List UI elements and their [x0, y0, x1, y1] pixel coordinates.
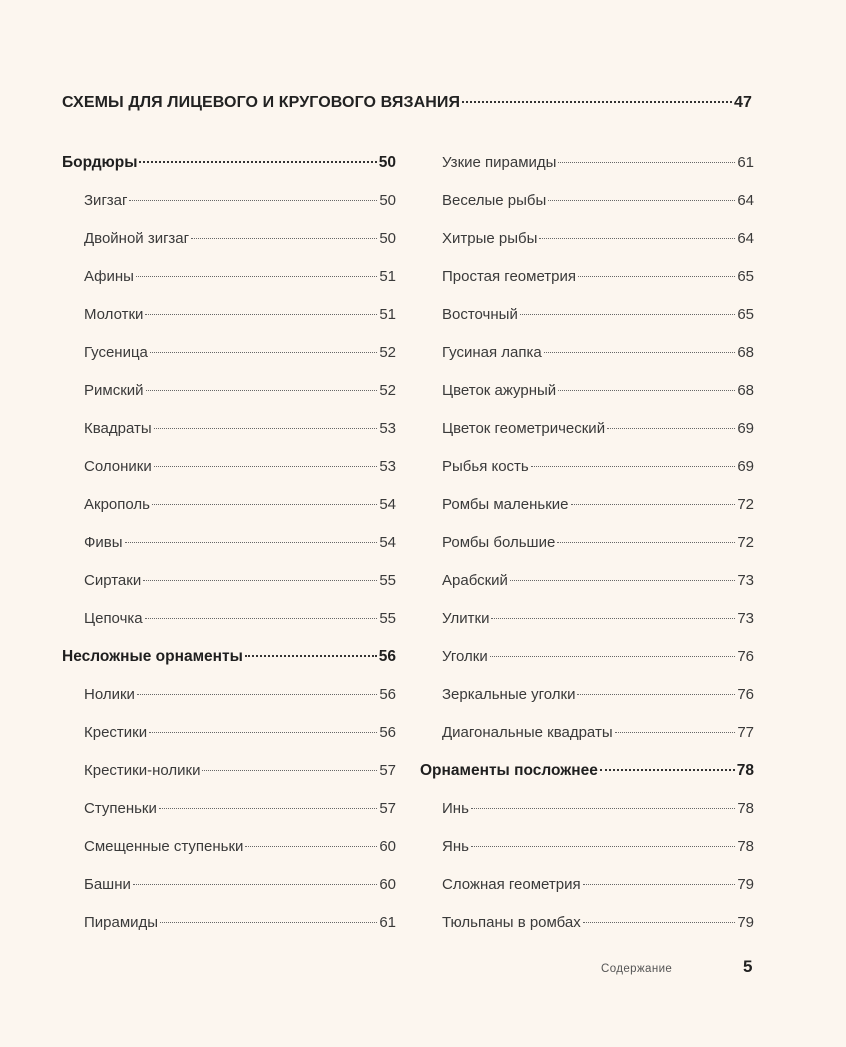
dot-leader: [490, 656, 736, 657]
toc-entry-page: 64: [737, 192, 754, 209]
toc-entry-label: Ромбы маленькие: [442, 496, 569, 513]
toc-entry[interactable]: [62, 790, 396, 828]
toc-entry-label: Крестики-нолики: [84, 762, 201, 779]
toc-entry[interactable]: [420, 866, 754, 904]
dot-leader: [143, 580, 377, 581]
toc-entry-label: Гусеница: [84, 344, 148, 361]
toc-entry[interactable]: [420, 182, 754, 220]
toc-entry-label: Веселые рыбы: [442, 192, 547, 209]
toc-entry-page: 56: [379, 686, 396, 703]
dot-leader: [583, 884, 736, 885]
toc-entry[interactable]: [420, 486, 754, 524]
toc-right-column: [420, 144, 754, 942]
dot-leader: [571, 504, 736, 505]
toc-entry-label: Улитки: [442, 610, 490, 627]
toc-entry-page: 55: [379, 572, 396, 589]
toc-entry-label: Гусиная лапка: [442, 344, 542, 361]
toc-entry-page: 60: [379, 876, 396, 893]
dot-leader: [145, 314, 377, 315]
toc-entry-label: Тюльпаны в ромбах: [442, 914, 581, 931]
toc-entry-page: 61: [379, 914, 396, 931]
toc-entry-page: 57: [379, 800, 396, 817]
toc-entry-label: Цветок ажурный: [442, 382, 557, 399]
dot-leader: [520, 314, 735, 315]
toc-entry[interactable]: [62, 676, 396, 714]
toc-entry-label: Афины: [84, 268, 134, 285]
footer-page-number: 5: [743, 957, 753, 976]
toc-entry-page: 61: [737, 154, 754, 171]
toc-entry-page: 56: [379, 724, 396, 741]
toc-entry[interactable]: [420, 524, 754, 562]
toc-entry-page: 65: [737, 306, 754, 323]
toc-entry-page: 54: [379, 496, 396, 513]
dot-leader: [558, 390, 735, 391]
toc-entry[interactable]: [420, 828, 754, 866]
toc-section-entry[interactable]: [62, 638, 396, 676]
toc-entry-page: 73: [737, 610, 754, 627]
toc-entry-label: Римский: [84, 382, 144, 399]
dot-leader: [539, 238, 735, 239]
toc-entry[interactable]: [420, 790, 754, 828]
dot-leader: [159, 808, 377, 809]
dot-leader: [510, 580, 735, 581]
toc-entry[interactable]: [62, 372, 396, 410]
toc-entry-label: Янь: [442, 838, 469, 855]
toc-entry-label: Солоники: [84, 458, 152, 475]
toc-entry-label: Бордюры: [62, 154, 138, 171]
toc-entry-page: 57: [379, 762, 396, 779]
dot-leader: [154, 428, 378, 429]
dot-leader: [583, 922, 736, 923]
toc-entry[interactable]: [62, 600, 396, 638]
toc-entry-label: Несложные орнаменты: [62, 648, 243, 665]
toc-entry-page: 50: [378, 154, 396, 171]
toc-entry-page: 78: [736, 762, 754, 779]
toc-entry-label: Зеркальные уголки: [442, 686, 576, 703]
toc-heading-title: СХЕМЫ ДЛЯ ЛИЦЕВОГО И КРУГОВОГО ВЯЗАНИЯ: [62, 94, 461, 111]
toc-entry-label: Инь: [442, 800, 469, 817]
toc-entry-page: 69: [737, 458, 754, 475]
toc-entry[interactable]: [62, 334, 396, 372]
dot-leader: [145, 618, 378, 619]
toc-entry-label: Сложная геометрия: [442, 876, 581, 893]
toc-entry-page: 53: [379, 458, 396, 475]
dot-leader: [471, 808, 735, 809]
dot-leader: [462, 101, 732, 103]
toc-entry-page: 72: [737, 496, 754, 513]
dot-leader: [133, 884, 377, 885]
toc-entry[interactable]: [62, 448, 396, 486]
toc-entry-label: Смещенные ступеньки: [84, 838, 244, 855]
toc-entry-page: 76: [737, 648, 754, 665]
dot-leader: [491, 618, 735, 619]
toc-entry-page: 79: [737, 876, 754, 893]
toc-entry-page: 78: [737, 800, 754, 817]
toc-entry[interactable]: [62, 258, 396, 296]
toc-entry-page: 78: [737, 838, 754, 855]
dot-leader: [548, 200, 735, 201]
dot-leader: [577, 694, 735, 695]
toc-entry-page: 64: [737, 230, 754, 247]
toc-entry-page: 60: [379, 838, 396, 855]
dot-leader: [152, 504, 377, 505]
toc-entry[interactable]: [420, 372, 754, 410]
toc-entry-label: Крестики: [84, 724, 148, 741]
toc-entry[interactable]: [62, 182, 396, 220]
dot-leader: [202, 770, 377, 771]
toc-entry[interactable]: [420, 562, 754, 600]
toc-entry-label: Рыбья кость: [442, 458, 529, 475]
toc-section-entry[interactable]: [420, 752, 754, 790]
toc-entry[interactable]: [420, 334, 754, 372]
toc-main-heading[interactable]: [62, 94, 752, 112]
toc-entry-label: Двойной зигзаг: [84, 230, 190, 247]
dot-leader: [125, 542, 378, 543]
toc-entry-page: 50: [379, 230, 396, 247]
toc-entry-label: Сиртаки: [84, 572, 142, 589]
toc-entry-page: 56: [378, 648, 396, 665]
toc-entry[interactable]: [420, 904, 754, 942]
toc-entry[interactable]: [62, 562, 396, 600]
toc-entry-label: Нолики: [84, 686, 135, 703]
toc-entry-label: Ромбы большие: [442, 534, 556, 551]
toc-entry-label: Диагональные квадраты: [442, 724, 613, 741]
toc-entry-page: 68: [737, 344, 754, 361]
toc-entry-label: Хитрые рыбы: [442, 230, 538, 247]
toc-entry-page: 76: [737, 686, 754, 703]
toc-section-entry[interactable]: [62, 144, 396, 182]
dot-leader: [160, 922, 377, 923]
dot-leader: [139, 161, 376, 163]
toc-entry-label: Цветок геометрический: [442, 420, 606, 437]
toc-entry[interactable]: [62, 866, 396, 904]
toc-entry[interactable]: [62, 486, 396, 524]
toc-entry-label: Простая геометрия: [442, 268, 576, 285]
dot-leader: [146, 390, 378, 391]
toc-entry[interactable]: [420, 258, 754, 296]
toc-entry-label: Орнаменты посложнее: [420, 762, 598, 779]
toc-entry-label: Акрополь: [84, 496, 150, 513]
toc-entry-page: 79: [737, 914, 754, 931]
dot-leader: [154, 466, 378, 467]
toc-entry-label: Цепочка: [84, 610, 143, 627]
dot-leader: [150, 352, 377, 353]
toc-entry[interactable]: [62, 410, 396, 448]
toc-entry[interactable]: [62, 296, 396, 334]
toc-entry-page: 53: [379, 420, 396, 437]
toc-entry[interactable]: [62, 904, 396, 942]
dot-leader: [245, 846, 377, 847]
toc-entry-label: Молотки: [84, 306, 144, 323]
dot-leader: [557, 542, 735, 543]
toc-entry-page: 77: [737, 724, 754, 741]
dot-leader: [558, 162, 735, 163]
dot-leader: [531, 466, 736, 467]
toc-entry[interactable]: [420, 410, 754, 448]
dot-leader: [607, 428, 735, 429]
toc-entry-page: 65: [737, 268, 754, 285]
dot-leader: [544, 352, 736, 353]
dot-leader: [245, 655, 377, 657]
toc-left-column: [62, 144, 396, 942]
dot-leader: [137, 694, 377, 695]
dot-leader: [471, 846, 735, 847]
dot-leader: [600, 769, 735, 771]
toc-entry[interactable]: [420, 638, 754, 676]
toc-entry-label: Уголки: [442, 648, 488, 665]
toc-entry[interactable]: [62, 524, 396, 562]
toc-entry[interactable]: [62, 220, 396, 258]
toc-entry-label: Восточный: [442, 306, 518, 323]
toc-entry-label: Узкие пирамиды: [442, 154, 557, 171]
toc-entry-page: 68: [737, 382, 754, 399]
toc-entry-page: 55: [379, 610, 396, 627]
toc-entry-label: Ступеньки: [84, 800, 157, 817]
toc-entry-page: 51: [379, 306, 396, 323]
toc-entry-page: 72: [737, 534, 754, 551]
dot-leader: [149, 732, 377, 733]
toc-entry[interactable]: [420, 676, 754, 714]
toc-entry[interactable]: [420, 296, 754, 334]
toc-entry[interactable]: [420, 220, 754, 258]
dot-leader: [615, 732, 736, 733]
toc-entry-page: 73: [737, 572, 754, 589]
toc-entry-label: Квадраты: [84, 420, 152, 437]
toc-entry-page: 52: [379, 382, 396, 399]
toc-entry-label: Фивы: [84, 534, 123, 551]
toc-entry[interactable]: [420, 448, 754, 486]
toc-entry-page: 54: [379, 534, 396, 551]
dot-leader: [578, 276, 735, 277]
toc-entry[interactable]: [62, 828, 396, 866]
toc-entry-page: 50: [379, 192, 396, 209]
footer-section-label: Содержание: [601, 963, 673, 975]
toc-entry[interactable]: [62, 752, 396, 790]
toc-entry[interactable]: [420, 144, 754, 182]
toc-entry-label: Башни: [84, 876, 131, 893]
dot-leader: [129, 200, 377, 201]
toc-entry-label: Зигзаг: [84, 192, 128, 209]
dot-leader: [136, 276, 377, 277]
toc-entry-label: Арабский: [442, 572, 508, 589]
toc-entry[interactable]: [420, 600, 754, 638]
toc-entry-page: 51: [379, 268, 396, 285]
toc-entry[interactable]: [420, 714, 754, 752]
toc-entry[interactable]: [62, 714, 396, 752]
toc-entry-page: 69: [737, 420, 754, 437]
dot-leader: [191, 238, 377, 239]
toc-heading-page: 47: [734, 94, 752, 111]
toc-entry-label: Пирамиды: [84, 914, 159, 931]
toc-entry-page: 52: [379, 344, 396, 361]
